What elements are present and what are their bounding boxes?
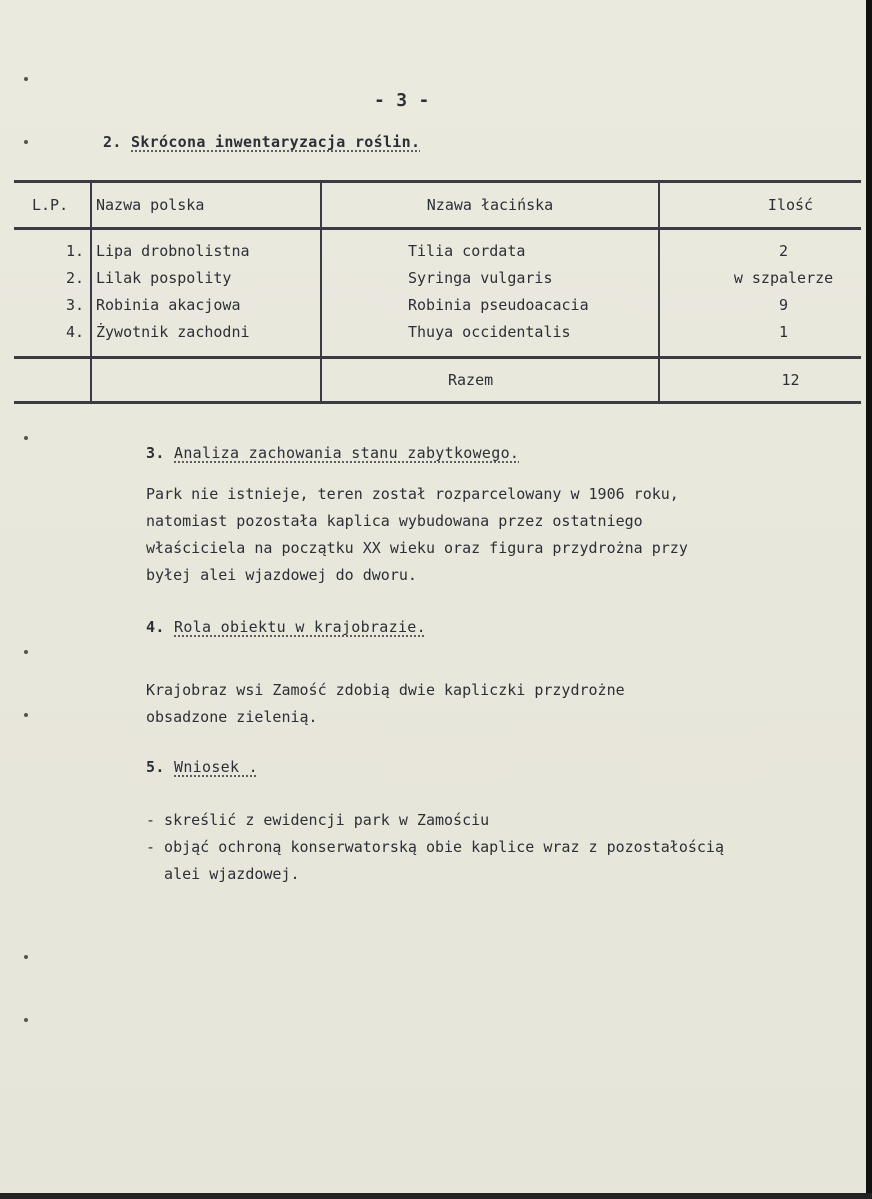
header-lp: L.P. (14, 182, 91, 229)
paragraph-line: byłej alei wjazdowej do dworu. (146, 566, 417, 584)
section-number: 3. (146, 444, 165, 462)
table-cell-lp: 3. (65, 296, 84, 314)
section-title: Skrócona inwentaryzacja roślin. (131, 133, 421, 151)
paragraph-line: właściciela na początku XX wieku oraz figura przydrożna przy (146, 539, 688, 557)
table-cell-qty: 2 (778, 242, 789, 260)
punch-hole-mark (24, 650, 28, 654)
paragraph-line: obsadzone zielenią. (146, 708, 318, 726)
lp-column (14, 229, 91, 358)
punch-hole-mark (24, 140, 28, 144)
header-polish-name: Nazwa polska (91, 182, 321, 229)
plant-inventory-table (14, 180, 861, 404)
section-number: 5. (146, 758, 165, 776)
polish-name-column (91, 229, 321, 358)
paragraph-line: Krajobraz wsi Zamość zdobią dwie kapliczki przydrożne (146, 681, 625, 699)
paragraph-line: Park nie istnieje, teren został rozparcelowany w 1906 roku, (146, 485, 679, 503)
table-cell-latin: Syringa vulgaris (408, 269, 553, 287)
section-title: Analiza zachowania stanu zabytkowego. (174, 444, 520, 462)
sum-value: 12 (659, 358, 861, 403)
table-cell-polish: Żywotnik zachodni (96, 323, 250, 341)
section-5-list (146, 807, 724, 888)
section-number: 2. (103, 133, 122, 151)
header-latin-name: Nzawa łacińska (321, 182, 659, 229)
sum-label: Razem (321, 358, 659, 403)
section-4-paragraph (146, 677, 625, 731)
table-body (14, 229, 861, 358)
table-sum-row (14, 358, 861, 403)
punch-hole-mark (24, 713, 28, 717)
scan-edge-right (866, 0, 872, 1199)
quantity-column (659, 229, 861, 358)
table-header-row (14, 182, 861, 229)
punch-hole-mark (24, 955, 28, 959)
header-quantity: Ilość (659, 182, 861, 229)
section-2-heading (103, 133, 420, 151)
section-title: Wniosek . (174, 758, 258, 776)
table-cell-lp: 2. (65, 269, 84, 287)
section-number: 4. (146, 618, 165, 636)
punch-hole-mark (24, 1018, 28, 1022)
section-4-heading (146, 618, 426, 636)
table-cell-qty: 9 (778, 296, 789, 314)
table-cell-lp: 1. (65, 242, 84, 260)
list-item: - skreślić z ewidencji park w Zamościu (146, 811, 490, 829)
section-title: Rola obiektu w krajobrazie. (174, 618, 426, 636)
section-5-heading (146, 758, 258, 776)
table-cell-latin: Thuya occidentalis (408, 323, 571, 341)
section-3-heading (146, 444, 519, 462)
table-cell-polish: Lipa drobnolistna (96, 242, 250, 260)
table-cell-polish: Robinia akacjowa (96, 296, 241, 314)
list-item: alei wjazdowej. (146, 865, 300, 883)
table-cell-polish: Lilak pospolity (96, 269, 232, 287)
section-3-paragraph (146, 481, 688, 589)
paragraph-line: natomiast pozostała kaplica wybudowana przez ostatniego (146, 512, 643, 530)
latin-name-column (321, 229, 659, 358)
table-cell-qty: 1 (778, 323, 789, 341)
table-cell-lp: 4. (65, 323, 84, 341)
table-cell-latin: Tilia cordata (408, 242, 526, 260)
page-number: - 3 - (374, 90, 430, 111)
punch-hole-mark (24, 77, 28, 81)
punch-hole-mark (24, 436, 28, 440)
table-cell-latin: Robinia pseudoacacia (408, 296, 589, 314)
table-cell-qty: w szpalerze (733, 269, 834, 287)
scan-edge-bottom (0, 1193, 872, 1199)
list-item: - objąć ochroną konserwatorską obie kaplice wraz z pozostałością (146, 838, 724, 856)
